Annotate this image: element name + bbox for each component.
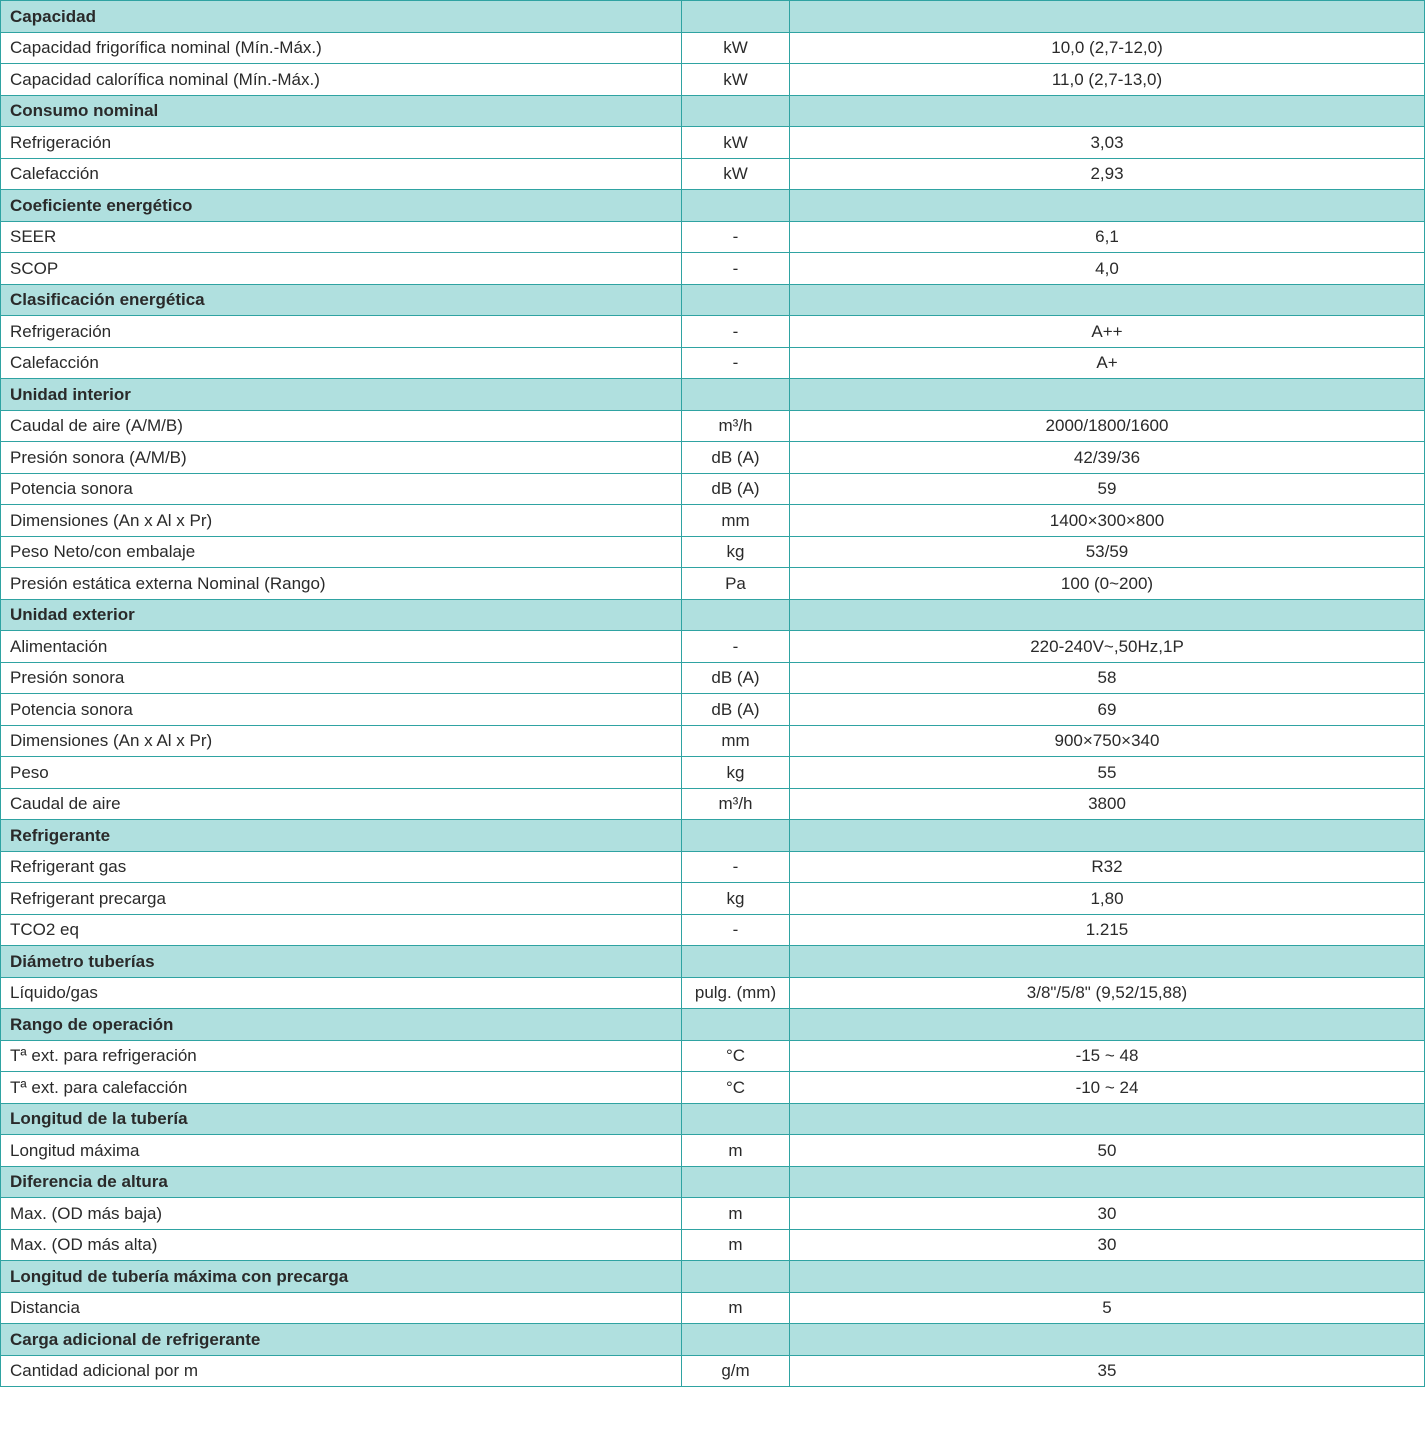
spec-unit: - — [682, 851, 790, 883]
section-value-cell — [790, 284, 1425, 316]
section-value-cell — [790, 379, 1425, 411]
section-value-cell — [790, 1324, 1425, 1356]
section-unit-cell — [682, 1, 790, 33]
spec-value: 3/8"/5/8" (9,52/15,88) — [790, 977, 1425, 1009]
spec-unit: pulg. (mm) — [682, 977, 790, 1009]
section-title: Refrigerante — [1, 820, 682, 852]
section-unit-cell — [682, 1009, 790, 1041]
section-title: Consumo nominal — [1, 95, 682, 127]
spec-value: 220-240V~,50Hz,1P — [790, 631, 1425, 663]
spec-unit: dB (A) — [682, 473, 790, 505]
section-title: Diferencia de altura — [1, 1166, 682, 1198]
table-row — [1, 568, 1425, 600]
spec-value: A++ — [790, 316, 1425, 348]
spec-unit: mm — [682, 725, 790, 757]
spec-value: 59 — [790, 473, 1425, 505]
spec-label: Líquido/gas — [1, 977, 682, 1009]
spec-label: Caudal de aire (A/M/B) — [1, 410, 682, 442]
table-row — [1, 347, 1425, 379]
spec-unit: kg — [682, 536, 790, 568]
section-unit-cell — [682, 1166, 790, 1198]
table-row — [1, 883, 1425, 915]
table-row — [1, 1072, 1425, 1104]
table-row — [1, 788, 1425, 820]
spec-unit: m — [682, 1135, 790, 1167]
section-header-row — [1, 1, 1425, 33]
specifications-table-body — [1, 1, 1425, 1387]
spec-unit: °C — [682, 1040, 790, 1072]
spec-label: Calefacción — [1, 347, 682, 379]
spec-value: 42/39/36 — [790, 442, 1425, 474]
spec-unit: kW — [682, 32, 790, 64]
spec-unit: dB (A) — [682, 442, 790, 474]
table-row — [1, 1135, 1425, 1167]
spec-label: Refrigerant gas — [1, 851, 682, 883]
table-row — [1, 1292, 1425, 1324]
table-row — [1, 1198, 1425, 1230]
section-unit-cell — [682, 820, 790, 852]
spec-unit: - — [682, 631, 790, 663]
section-unit-cell — [682, 379, 790, 411]
table-row — [1, 505, 1425, 537]
section-title: Longitud de tubería máxima con precarga — [1, 1261, 682, 1293]
spec-unit: m³/h — [682, 788, 790, 820]
spec-label: Potencia sonora — [1, 473, 682, 505]
section-title: Carga adicional de refrigerante — [1, 1324, 682, 1356]
spec-label: Tª ext. para refrigeración — [1, 1040, 682, 1072]
spec-value: 5 — [790, 1292, 1425, 1324]
spec-unit: - — [682, 914, 790, 946]
table-row — [1, 253, 1425, 285]
spec-label: Max. (OD más baja) — [1, 1198, 682, 1230]
spec-value: -15 ~ 48 — [790, 1040, 1425, 1072]
spec-unit: Pa — [682, 568, 790, 600]
section-unit-cell — [682, 1261, 790, 1293]
section-header-row — [1, 284, 1425, 316]
section-value-cell — [790, 1166, 1425, 1198]
spec-value: 100 (0~200) — [790, 568, 1425, 600]
spec-value: 55 — [790, 757, 1425, 789]
spec-value: 11,0 (2,7-13,0) — [790, 64, 1425, 96]
spec-label: Alimentación — [1, 631, 682, 663]
table-row — [1, 631, 1425, 663]
table-row — [1, 694, 1425, 726]
spec-value: 10,0 (2,7-12,0) — [790, 32, 1425, 64]
spec-label: Presión sonora (A/M/B) — [1, 442, 682, 474]
spec-unit: - — [682, 221, 790, 253]
spec-unit: - — [682, 253, 790, 285]
spec-value: 50 — [790, 1135, 1425, 1167]
section-unit-cell — [682, 284, 790, 316]
spec-label: Caudal de aire — [1, 788, 682, 820]
spec-unit: kW — [682, 158, 790, 190]
section-value-cell — [790, 1009, 1425, 1041]
section-value-cell — [790, 1103, 1425, 1135]
table-row — [1, 316, 1425, 348]
spec-label: Potencia sonora — [1, 694, 682, 726]
section-header-row — [1, 190, 1425, 222]
spec-value: 1.215 — [790, 914, 1425, 946]
section-header-row — [1, 1166, 1425, 1198]
section-value-cell — [790, 1, 1425, 33]
spec-value: 900×750×340 — [790, 725, 1425, 757]
section-title: Longitud de la tubería — [1, 1103, 682, 1135]
spec-unit: - — [682, 316, 790, 348]
spec-label: Peso — [1, 757, 682, 789]
section-value-cell — [790, 1261, 1425, 1293]
spec-value: -10 ~ 24 — [790, 1072, 1425, 1104]
spec-unit: kW — [682, 127, 790, 159]
spec-unit: kg — [682, 883, 790, 915]
spec-unit: kg — [682, 757, 790, 789]
table-row — [1, 662, 1425, 694]
spec-value: 35 — [790, 1355, 1425, 1387]
section-unit-cell — [682, 599, 790, 631]
section-header-row — [1, 1324, 1425, 1356]
spec-label: Capacidad frigorífica nominal (Mín.-Máx.) — [1, 32, 682, 64]
spec-unit: m³/h — [682, 410, 790, 442]
section-title: Coeficiente energético — [1, 190, 682, 222]
section-value-cell — [790, 820, 1425, 852]
section-value-cell — [790, 946, 1425, 978]
section-header-row — [1, 95, 1425, 127]
spec-unit: m — [682, 1198, 790, 1230]
spec-unit: °C — [682, 1072, 790, 1104]
spec-label: SCOP — [1, 253, 682, 285]
spec-value: 2000/1800/1600 — [790, 410, 1425, 442]
spec-unit: dB (A) — [682, 662, 790, 694]
table-row — [1, 1040, 1425, 1072]
table-row — [1, 221, 1425, 253]
table-row — [1, 158, 1425, 190]
spec-value: R32 — [790, 851, 1425, 883]
spec-label: Tª ext. para calefacción — [1, 1072, 682, 1104]
spec-label: Dimensiones (An x Al x Pr) — [1, 505, 682, 537]
table-row — [1, 410, 1425, 442]
table-row — [1, 725, 1425, 757]
section-unit-cell — [682, 190, 790, 222]
section-unit-cell — [682, 1324, 790, 1356]
spec-label: TCO2 eq — [1, 914, 682, 946]
spec-label: Refrigeración — [1, 316, 682, 348]
spec-value: 3800 — [790, 788, 1425, 820]
table-row — [1, 32, 1425, 64]
spec-value: 3,03 — [790, 127, 1425, 159]
section-title: Unidad interior — [1, 379, 682, 411]
section-value-cell — [790, 190, 1425, 222]
spec-label: Capacidad calorífica nominal (Mín.-Máx.) — [1, 64, 682, 96]
spec-label: Max. (OD más alta) — [1, 1229, 682, 1261]
spec-unit: kW — [682, 64, 790, 96]
section-header-row — [1, 1261, 1425, 1293]
spec-value: 53/59 — [790, 536, 1425, 568]
spec-label: Peso Neto/con embalaje — [1, 536, 682, 568]
table-row — [1, 977, 1425, 1009]
section-unit-cell — [682, 946, 790, 978]
section-title: Rango de operación — [1, 1009, 682, 1041]
section-title: Diámetro tuberías — [1, 946, 682, 978]
spec-label: Calefacción — [1, 158, 682, 190]
section-unit-cell — [682, 95, 790, 127]
section-header-row — [1, 1009, 1425, 1041]
section-value-cell — [790, 95, 1425, 127]
section-header-row — [1, 1103, 1425, 1135]
section-unit-cell — [682, 1103, 790, 1135]
section-title: Unidad exterior — [1, 599, 682, 631]
section-header-row — [1, 599, 1425, 631]
spec-value: 30 — [790, 1229, 1425, 1261]
spec-unit: - — [682, 347, 790, 379]
spec-value: 1400×300×800 — [790, 505, 1425, 537]
section-header-row — [1, 379, 1425, 411]
section-header-row — [1, 820, 1425, 852]
table-row — [1, 127, 1425, 159]
table-row — [1, 757, 1425, 789]
spec-label: Longitud máxima — [1, 1135, 682, 1167]
spec-value: 4,0 — [790, 253, 1425, 285]
spec-value: 2,93 — [790, 158, 1425, 190]
spec-unit: dB (A) — [682, 694, 790, 726]
table-row — [1, 473, 1425, 505]
spec-value: 69 — [790, 694, 1425, 726]
section-value-cell — [790, 599, 1425, 631]
spec-label: Presión estática externa Nominal (Rango) — [1, 568, 682, 600]
spec-label: Presión sonora — [1, 662, 682, 694]
table-row — [1, 1229, 1425, 1261]
table-row — [1, 64, 1425, 96]
table-row — [1, 1355, 1425, 1387]
spec-unit: mm — [682, 505, 790, 537]
spec-value: 30 — [790, 1198, 1425, 1230]
spec-label: Refrigeración — [1, 127, 682, 159]
spec-unit: m — [682, 1229, 790, 1261]
spec-label: SEER — [1, 221, 682, 253]
table-row — [1, 536, 1425, 568]
spec-value: A+ — [790, 347, 1425, 379]
spec-label: Cantidad adicional por m — [1, 1355, 682, 1387]
spec-unit: m — [682, 1292, 790, 1324]
spec-value: 1,80 — [790, 883, 1425, 915]
section-title: Clasificación energética — [1, 284, 682, 316]
spec-label: Dimensiones (An x Al x Pr) — [1, 725, 682, 757]
table-row — [1, 442, 1425, 474]
spec-value: 58 — [790, 662, 1425, 694]
table-row — [1, 914, 1425, 946]
table-row — [1, 851, 1425, 883]
section-header-row — [1, 946, 1425, 978]
spec-unit: g/m — [682, 1355, 790, 1387]
section-title: Capacidad — [1, 1, 682, 33]
spec-label: Refrigerant precarga — [1, 883, 682, 915]
spec-value: 6,1 — [790, 221, 1425, 253]
spec-label: Distancia — [1, 1292, 682, 1324]
